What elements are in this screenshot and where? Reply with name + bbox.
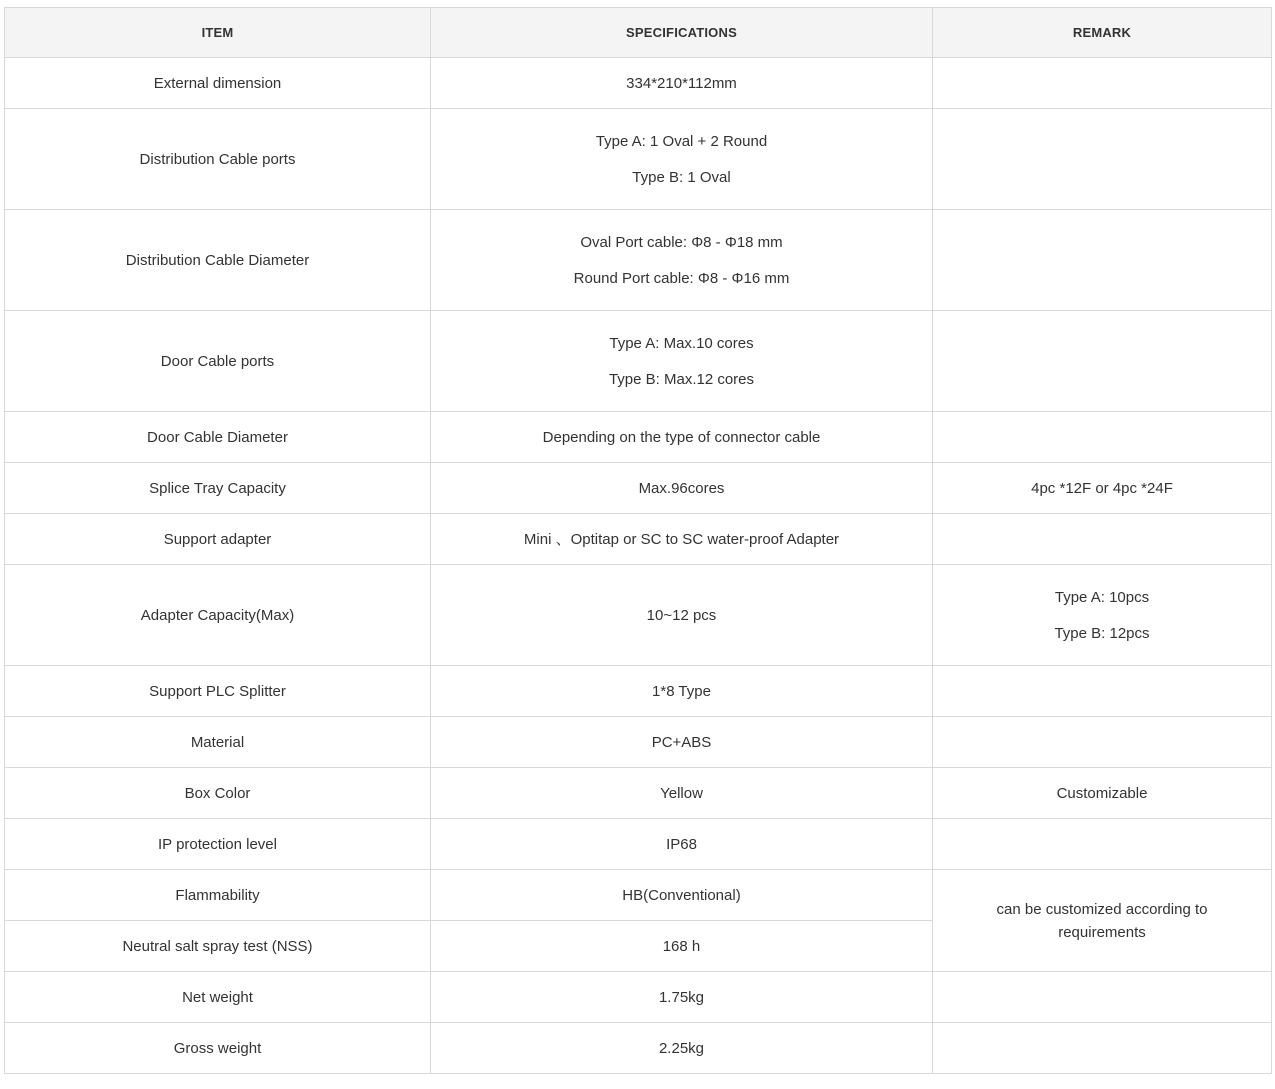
- specification-cell: [431, 870, 933, 921]
- table-row: [5, 58, 1272, 109]
- table-row: [5, 870, 1272, 921]
- header-row: [5, 8, 1272, 58]
- table-row: [5, 768, 1272, 819]
- table-row: [5, 311, 1272, 412]
- item-cell: Neutral salt spray test (NSS): [5, 921, 431, 972]
- table-row: [5, 819, 1272, 870]
- specification-line: Type B: Max.12 cores: [608, 370, 755, 388]
- remark-cell: [933, 463, 1272, 514]
- header-remark: REMARK: [933, 8, 1272, 58]
- specification-cell: [431, 717, 933, 768]
- specification-cell: [431, 666, 933, 717]
- specification-cell: [431, 311, 933, 412]
- specification-line: 1.75kg: [658, 988, 705, 1006]
- specification-cell: [431, 972, 933, 1023]
- remark-cell: [933, 514, 1272, 565]
- specification-line: Type A: Max.10 cores: [609, 334, 754, 352]
- item-cell: External dimension: [5, 58, 431, 109]
- item-cell: Net weight: [5, 972, 431, 1023]
- item-cell: IP protection level: [5, 819, 431, 870]
- table-row: [5, 210, 1272, 311]
- specification-line: Max.96cores: [638, 479, 725, 497]
- specification-line: Yellow: [660, 784, 703, 802]
- remark-line: Type A: 10pcs: [1054, 588, 1150, 606]
- table-row: [5, 412, 1272, 463]
- specification-line: Type A: 1 Oval + 2 Round: [595, 132, 768, 150]
- remark-cell: [933, 717, 1272, 768]
- specification-cell: [431, 819, 933, 870]
- remark-cell: [933, 870, 1272, 972]
- remark-cell: [933, 819, 1272, 870]
- item-cell: Adapter Capacity(Max): [5, 565, 431, 666]
- remark-cell: [933, 768, 1272, 819]
- remark-line: Customizable: [1056, 784, 1148, 802]
- table-row: [5, 666, 1272, 717]
- remark-cell: [933, 666, 1272, 717]
- specification-line: Mini 、Optitap or SC to SC water-proof Adapter: [523, 530, 840, 548]
- item-cell: Support adapter: [5, 514, 431, 565]
- table-header: [5, 8, 1272, 58]
- table-body: [5, 58, 1272, 1074]
- specification-cell: [431, 768, 933, 819]
- item-cell: Splice Tray Capacity: [5, 463, 431, 514]
- remark-line: 4pc *12F or 4pc *24F: [1031, 479, 1173, 497]
- spec-table-container: [4, 7, 1271, 1074]
- item-cell: Distribution Cable Diameter: [5, 210, 431, 311]
- remark-line: Type B: 12pcs: [1054, 624, 1150, 642]
- item-cell: Distribution Cable ports: [5, 109, 431, 210]
- specifications-table: [4, 7, 1272, 1074]
- specification-line: 10~12 pcs: [646, 606, 717, 624]
- remark-cell: [933, 972, 1272, 1023]
- specification-line: IP68: [666, 835, 697, 853]
- specification-line: Type B: 1 Oval: [632, 168, 731, 186]
- specification-cell: [431, 109, 933, 210]
- remark-cell: [933, 109, 1272, 210]
- item-cell: Material: [5, 717, 431, 768]
- specification-line: 2.25kg: [658, 1039, 705, 1057]
- item-cell: Flammability: [5, 870, 431, 921]
- table-row: [5, 972, 1272, 1023]
- remark-cell: [933, 311, 1272, 412]
- item-cell: Box Color: [5, 768, 431, 819]
- remark-cell: [933, 412, 1272, 463]
- header-item: ITEM: [5, 8, 431, 58]
- table-row: [5, 463, 1272, 514]
- table-row: [5, 717, 1272, 768]
- specification-line: Depending on the type of connector cable: [542, 428, 821, 446]
- specification-cell: [431, 463, 933, 514]
- specification-cell: [431, 58, 933, 109]
- specification-cell: [431, 1023, 933, 1074]
- item-cell: Door Cable Diameter: [5, 412, 431, 463]
- specification-cell: [431, 412, 933, 463]
- specification-cell: [431, 921, 933, 972]
- specification-line: 334*210*112mm: [626, 74, 737, 92]
- remark-cell: [933, 210, 1272, 311]
- specification-line: HB(Conventional): [622, 886, 741, 904]
- item-cell: Door Cable ports: [5, 311, 431, 412]
- item-cell: Support PLC Splitter: [5, 666, 431, 717]
- specification-line: 1*8 Type: [652, 682, 711, 700]
- specification-cell: [431, 210, 933, 311]
- specification-cell: [431, 565, 933, 666]
- specification-line: PC+ABS: [651, 733, 712, 751]
- table-row: [5, 1023, 1272, 1074]
- item-cell: Gross weight: [5, 1023, 431, 1074]
- remark-cell: [933, 1023, 1272, 1074]
- remark-cell: [933, 565, 1272, 666]
- specification-line: Round Port cable: Φ8 - Φ16 mm: [573, 269, 790, 287]
- remark-line: can be customized according to requirements: [996, 900, 1208, 941]
- table-row: [5, 109, 1272, 210]
- remark-cell: [933, 58, 1272, 109]
- specification-cell: [431, 514, 933, 565]
- specification-line: 168 h: [662, 937, 701, 955]
- table-row: [5, 565, 1272, 666]
- specification-line: Oval Port cable: Φ8 - Φ18 mm: [580, 233, 783, 251]
- header-specifications: SPECIFICATIONS: [431, 8, 933, 58]
- table-row: [5, 514, 1272, 565]
